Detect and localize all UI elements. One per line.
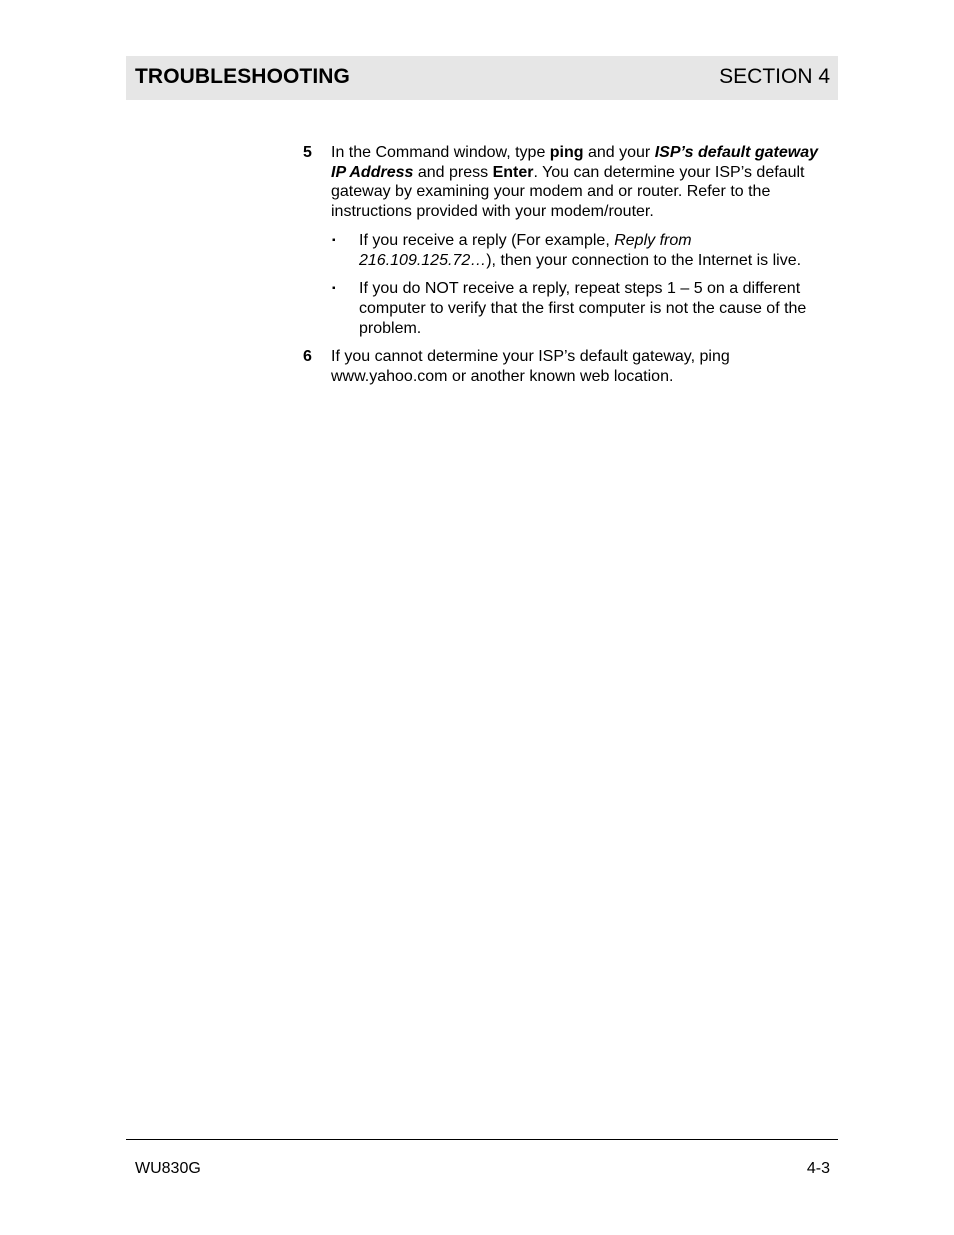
footer-divider (126, 1139, 838, 1140)
step-text: If you cannot determine your ISP’s default gateway, ping www.yahoo.com or another known web location. (331, 348, 730, 386)
list-item: ▪ If you do NOT receive a reply, repeat steps 1 – 5 on a different computer to verify that the first computer is not the cause of the problem. (332, 280, 807, 337)
gateway-term: ISP’s default gateway IP Address (331, 144, 819, 181)
page-number: 4-3 (806, 1160, 830, 1177)
step-6 (303, 347, 823, 386)
section-label: SECTION 4 (719, 65, 830, 88)
chapter-title: TROUBLESHOOTING (135, 65, 350, 88)
reply-example: Reply from 216.109.125.72… (359, 231, 692, 269)
step-number: 5 (303, 144, 312, 161)
bullet-list (303, 231, 823, 339)
list-item: ▪ If you receive a reply (For example, Reply from 216.109.125.72…), then your connection to the Internet is live. (332, 231, 802, 269)
footer-model: WU830G (135, 1160, 201, 1177)
command-ping: ping (549, 144, 584, 161)
step-5 (303, 143, 823, 222)
main-content (303, 143, 823, 387)
step-text: In the Command window, type ping and your ISP’s default gateway IP Address and press Enter. You can determine your ISP’s default gateway by examining your modem and or router. Refer to the instructions provided with your modem/router. (331, 144, 819, 221)
square-bullet-icon: ▪ (332, 234, 336, 246)
enter-key: Enter (492, 163, 534, 181)
section-header (126, 56, 838, 100)
square-bullet-icon: ▪ (332, 283, 336, 295)
step-number: 6 (303, 348, 312, 366)
